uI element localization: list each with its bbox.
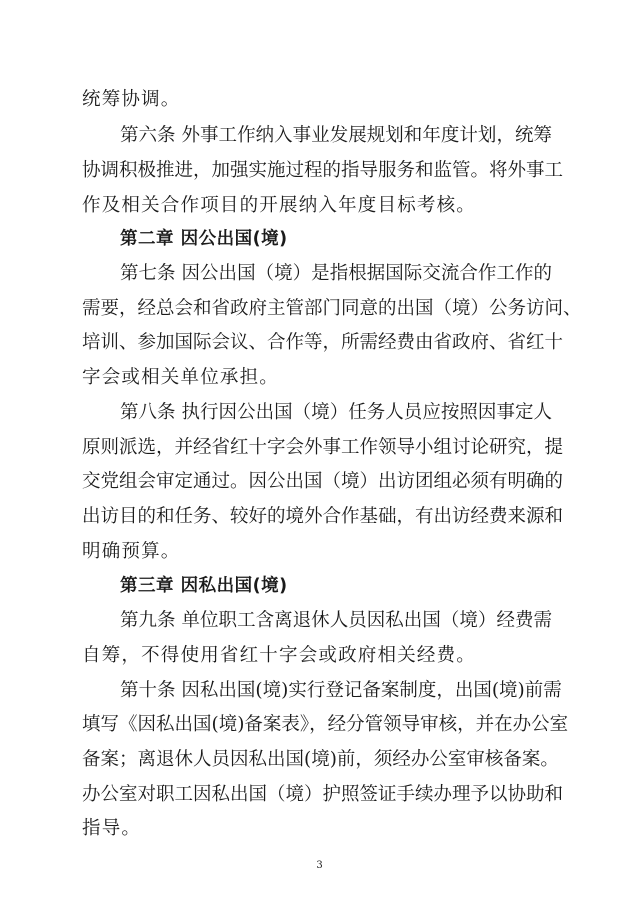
text-line: 明确预算。 [82, 541, 181, 562]
text-line: 原则派选，并经省红十字会外事工作领导小组讨论研究，提 [82, 437, 564, 458]
article-6-line-1: 第六条 外事工作纳入事业发展规划和年度计划，统筹 [120, 125, 552, 146]
article-10-line-1: 第十条 因私出国(境)实行登记备案制度，出国(境)前需 [120, 680, 562, 701]
page-number: 3 [316, 860, 323, 871]
text-line: 交党组会审定通过。因公出国（境）出访团组必须有明确的 [82, 471, 564, 492]
chapter-3-heading: 第三章 因私出国(境) [120, 576, 288, 596]
text-line: 需要，经总会和省政府主管部门同意的出国（境）公务访问、 [82, 298, 582, 319]
text-line: 办公室对职工因私出国（境）护照签证手续办理予以协助和 [82, 784, 564, 805]
article-7-line-1: 第七条 因公出国（境）是指根据国际交流合作工作的 [120, 263, 552, 284]
article-9-line-1: 第九条 单位职工含离退休人员因私出国（境）经费需 [120, 610, 552, 631]
text-line: 填写《因私出国(境)备案表》，经分管领导审核，并在办公室 [82, 714, 569, 735]
text-line: 培训、参加国际会议、合作等，所需经费由省政府、省红十 [82, 332, 564, 353]
text-line: 协调积极推进，加强实施过程的指导服务和监管。将外事工 [82, 160, 564, 181]
chapter-2-heading: 第二章 因公出国(境) [120, 229, 288, 249]
text-line: 出访目的和任务、较好的境外合作基础，有出访经费来源和 [82, 506, 564, 527]
text-line: 指导。 [82, 818, 142, 839]
text-line: 作及相关合作项目的开展纳入年度目标考核。 [82, 195, 477, 216]
article-8-line-1: 第八条 执行因公出国（境）任务人员应按照因事定人 [120, 402, 552, 423]
text-line: 备案；离退休人员因私出国(境)前，须经办公室审核备案。 [82, 749, 559, 770]
text-line: 统筹协调。 [82, 89, 181, 110]
text-line: 字会或相关单位承担。 [82, 367, 280, 388]
text-line: 自筹，不得使用省红十字会或政府相关经费。 [82, 645, 477, 666]
